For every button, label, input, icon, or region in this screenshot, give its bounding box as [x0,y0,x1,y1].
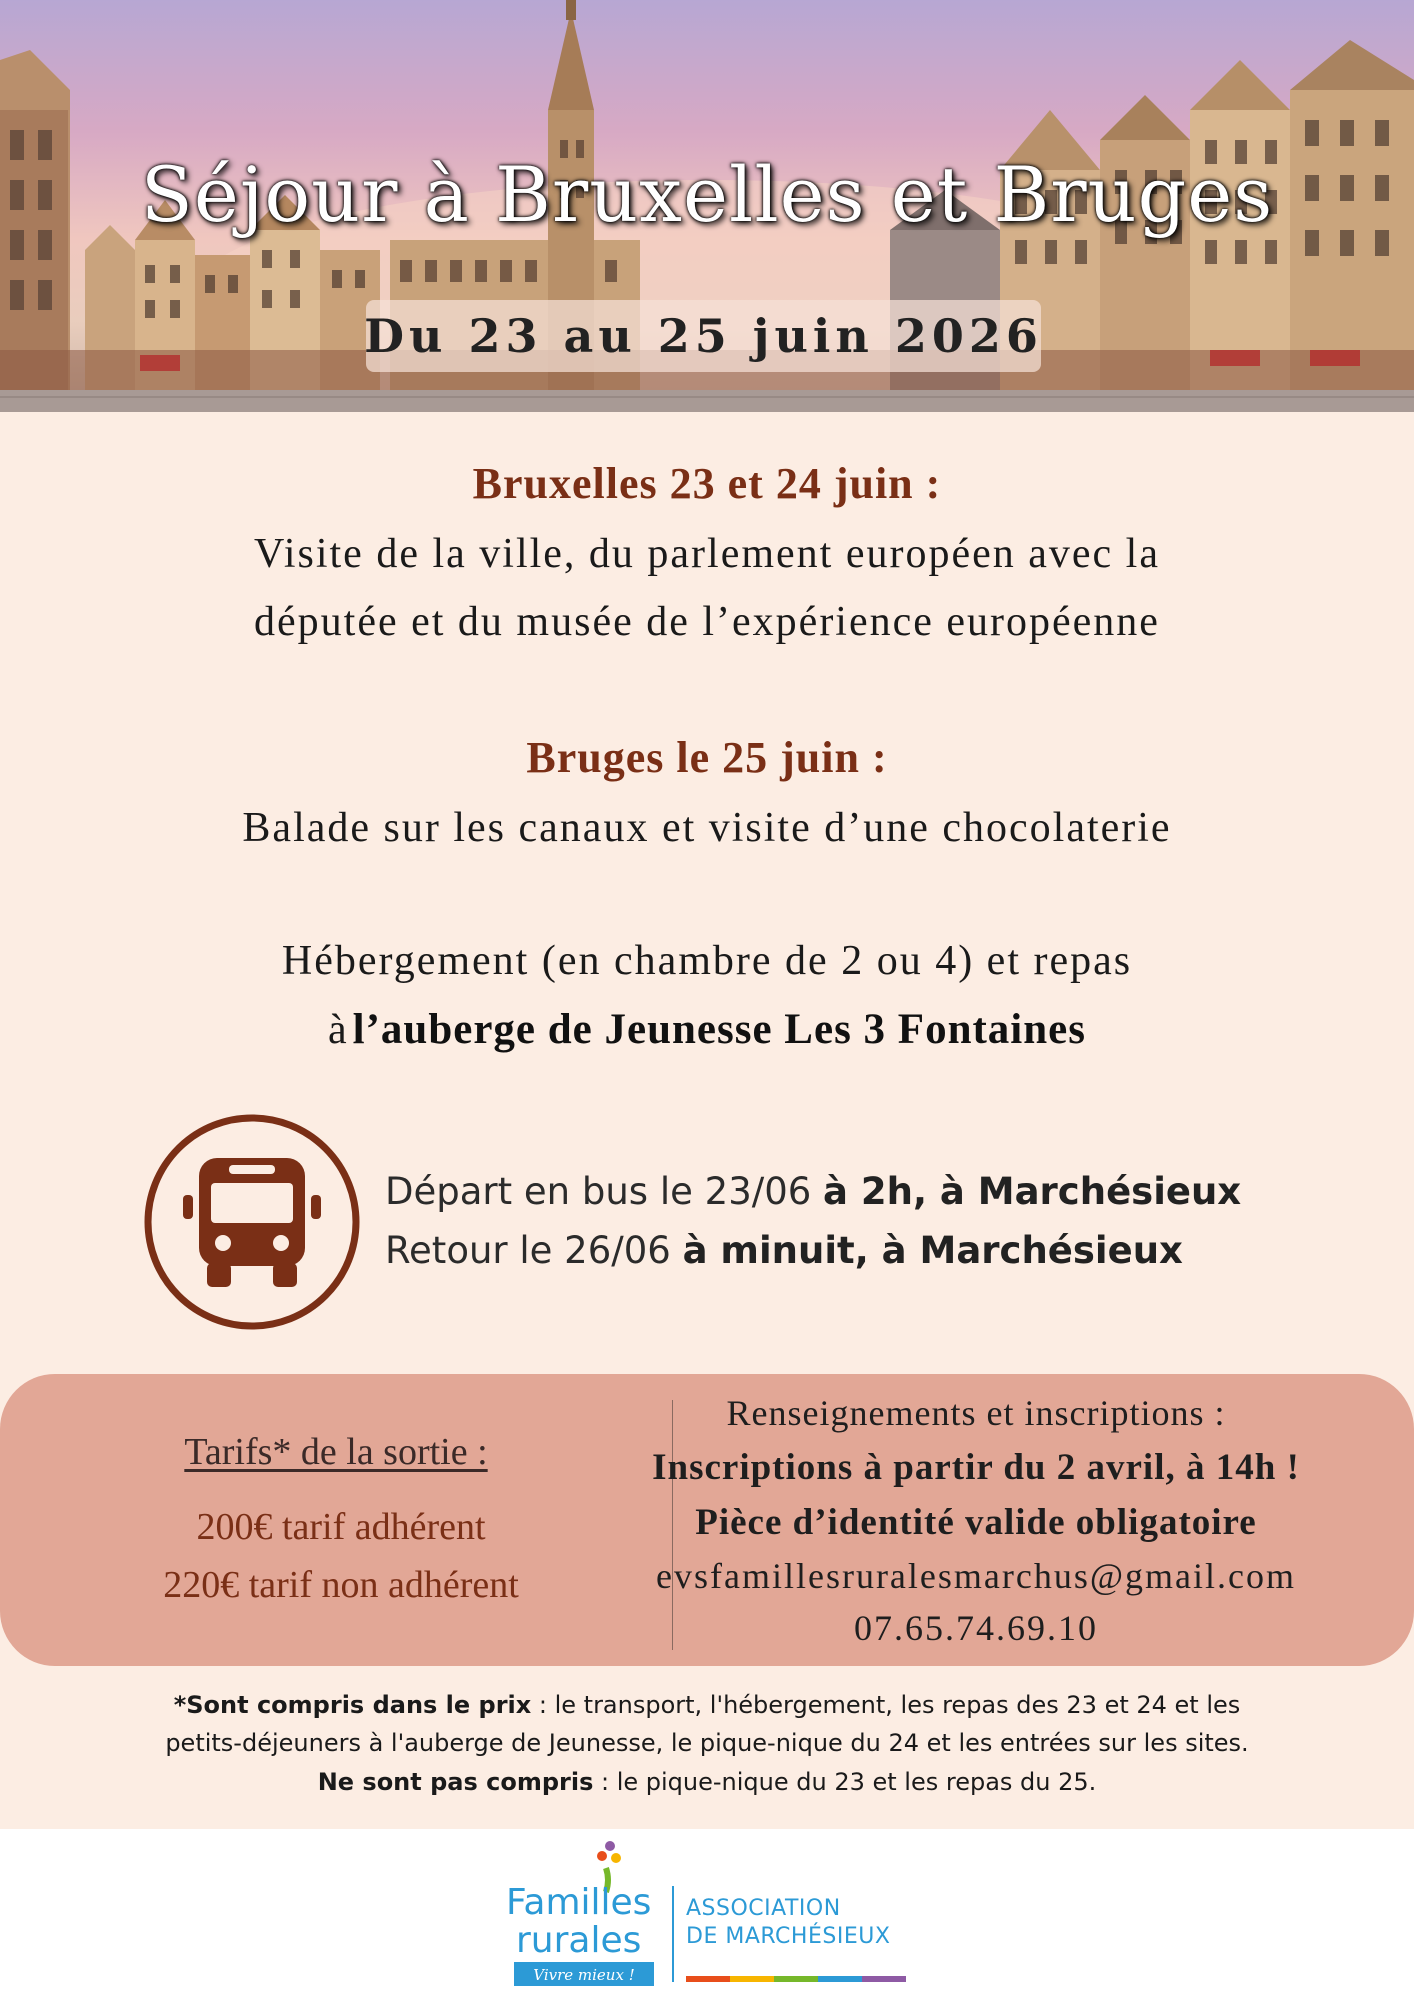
familles-rurales-logo [506,1840,666,1988]
inclus-label: *Sont compris dans le prix [173,1691,532,1719]
association-color-bar [686,1976,906,1982]
bruges-title: Bruges le 25 juin : [526,733,888,782]
association-line-2: DE MARCHÉSIEUX [686,1924,891,1949]
depart-bold: à 2h, à Marchésieux [823,1170,1242,1213]
piece-identite: Pièce d’identité valide obligatoire [695,1502,1257,1543]
hebergement-line-2 [0,1005,1414,1054]
footnote-line-2: petits-déjeuners à l'auberge de Jeunesse, le pique-nique du 24 et les entrées sur les sites. [165,1729,1249,1757]
hebergement-line-1: Hébergement (en chambre de 2 ou 4) et repas [281,938,1133,984]
trip-dates: Du 23 au 25 juin 2026 [364,309,1043,363]
tarif-adherent: 200€ tarif adhérent [196,1506,486,1548]
auberge-name: l’auberge de Jeunesse Les 3 Fontaines [352,1006,1086,1053]
contact-title: Renseignements et inscriptions : [726,1393,1226,1433]
contact-phone[interactable]: 07.65.74.69.10 [854,1608,1098,1648]
depart-info [385,1170,1241,1213]
inscriptions-date: Inscriptions à partir du 2 avril, à 14h ! [652,1447,1300,1488]
logo-tagline: Vivre mieux ! [533,1966,635,1984]
bruxelles-line-1: Visite de la ville, du parlement européen avec la [254,531,1160,577]
logo-rurales: rurales [516,1920,642,1961]
contact-email[interactable]: evsfamillesruralesmarchus@gmail.com [656,1556,1296,1596]
association-line-1: ASSOCIATION [686,1896,841,1921]
logo-separator [672,1886,674,1982]
bruges-line-1: Balade sur les canaux et visite d’une chocolaterie [242,805,1172,851]
tarifs-title: Tarifs* de la sortie : [184,1431,488,1473]
retour-info [385,1229,1183,1272]
depart-plain: Départ en bus le 23/06 [385,1170,812,1213]
exclus-label: Ne sont pas compris [317,1768,594,1796]
retour-bold: à minuit, à Marchésieux [682,1229,1183,1272]
header-banner [0,0,1414,412]
footnote-line-3 [0,1768,1414,1796]
tarif-non-adherent: 220€ tarif non adhérent [163,1564,519,1606]
bruxelles-line-2: députée et du musée de l’expérience européenne [254,599,1160,645]
inclus-text-1: : le transport, l'hébergement, les repas des 23 et 24 et les [531,1691,1241,1719]
page-title: Séjour à Bruxelles et Bruges [140,150,1274,239]
exclus-text: : le pique-nique du 23 et les repas du 25. [593,1768,1097,1796]
date-banner [366,300,1041,372]
retour-plain: Retour le 26/06 [385,1229,671,1272]
footnote-line-1 [0,1691,1414,1719]
bus-icon [143,1113,361,1331]
bruxelles-title: Bruxelles 23 et 24 juin : [472,459,942,508]
logo-familles: Familles [506,1882,652,1923]
hebergement-prefix: à [328,1007,349,1053]
